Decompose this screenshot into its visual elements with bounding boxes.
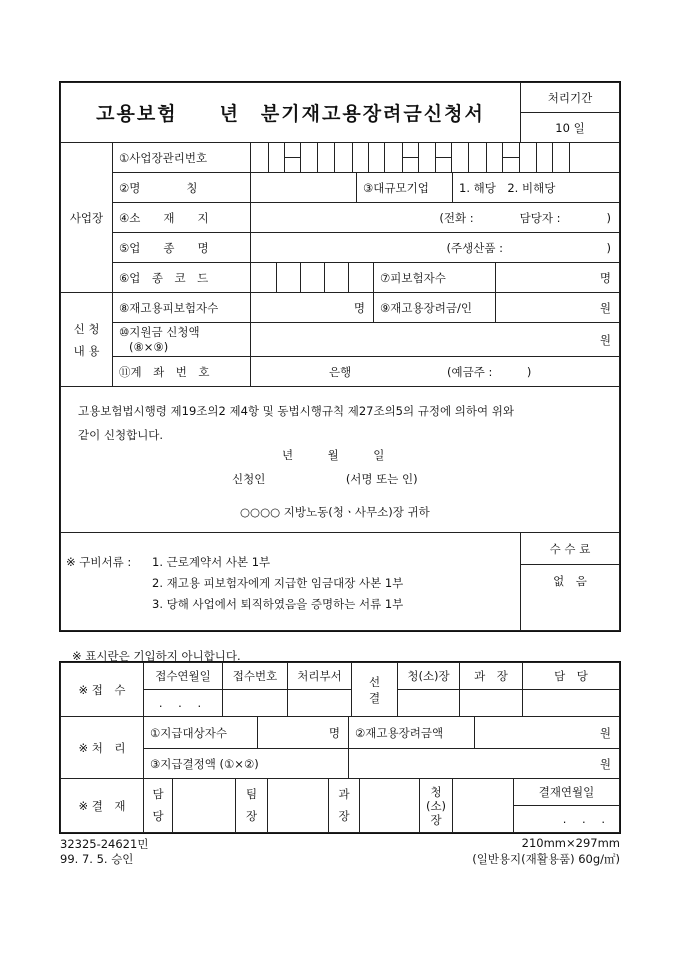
- period-value: 10 일: [520, 112, 620, 143]
- section-head-label: 과 장: [459, 662, 523, 690]
- industry-code-input[interactable]: [250, 262, 374, 293]
- receipt-date-input[interactable]: . . .: [143, 689, 223, 717]
- receipt-no-input[interactable]: [222, 689, 288, 717]
- dept-label: 처리부서: [287, 662, 352, 690]
- requested-amount-input[interactable]: 원: [250, 322, 620, 357]
- approval-chief-sign[interactable]: [452, 778, 514, 833]
- digit-box-divider: [418, 142, 419, 173]
- fee-value: 없 음: [520, 564, 620, 597]
- requested-amount-title: ⑩지원금 신청액: [119, 324, 200, 339]
- label-subsidy-per-person: ⑨재고용장려금/인: [373, 292, 496, 323]
- label-location: ④소 재 지: [112, 202, 251, 233]
- fee-blank: [520, 596, 620, 631]
- approval-date-input[interactable]: . . .: [513, 805, 620, 833]
- requested-amount-formula: (⑧×⑨): [129, 339, 169, 354]
- hyphen-mark: [435, 157, 451, 158]
- reemployed-count-input[interactable]: 명: [250, 292, 374, 323]
- digit-box-divider: [352, 142, 353, 173]
- approval-label: ※ 결 재: [60, 778, 144, 833]
- label-name: ②명 칭: [112, 172, 251, 203]
- approval-staff-sign[interactable]: [172, 778, 236, 833]
- hyphen-mark: [284, 157, 300, 158]
- payee-count-input[interactable]: 명: [257, 716, 349, 749]
- section-business: 사업장: [60, 142, 113, 293]
- receipt-date-label: 접수연월일: [143, 662, 223, 690]
- fee-label: 수 수 료: [520, 532, 620, 565]
- office-note: ※ 표시란은 기입하지 아니합니다.: [72, 649, 241, 663]
- chief-label: 청(소)장: [397, 662, 460, 690]
- declaration-line1: 고용보험법시행령 제19조의2 제4항 및 동법시행규칙 제27조의5의 규정에 의하여 위와: [78, 404, 514, 418]
- label-large-company: ③대규모기업: [356, 172, 453, 203]
- pre-approval-label: 선 결: [351, 662, 398, 717]
- receipt-label: ※ 접 수: [60, 662, 144, 717]
- document-item: 2. 재고용 피보험자에게 지급한 임금대장 사본 1부: [152, 576, 404, 590]
- section-application: 신 청 내 용: [60, 292, 113, 387]
- form-title: 고용보험 년 분기재고용장려금신청서: [60, 82, 521, 143]
- period-label: 처리기간: [520, 82, 620, 113]
- account-input[interactable]: [250, 356, 620, 387]
- approval-date-label: 결재연월일: [513, 778, 620, 806]
- label-account-no: ⑪계 좌 번 호: [112, 356, 251, 387]
- approval-staff-label: 담 당: [143, 778, 173, 833]
- digit-box-divider: [468, 142, 469, 173]
- insured-count-input[interactable]: 명: [495, 262, 620, 293]
- subsidy-per-person-input[interactable]: 원: [495, 292, 620, 323]
- decided-amount-input[interactable]: 원: [348, 748, 620, 779]
- digit-box-divider: [317, 142, 318, 173]
- location-input[interactable]: (전화 : 담당자 : ): [250, 202, 620, 233]
- digit-box-divider: [569, 142, 570, 173]
- large-company-choice[interactable]: 1. 해당 2. 비해당: [452, 172, 620, 203]
- label-industry: ⑤업 종 명: [112, 232, 251, 263]
- hyphen-mark: [502, 157, 519, 158]
- hyphen-mark: [402, 157, 418, 158]
- applicant-signature: 신청인 (서명 또는 인): [232, 472, 418, 486]
- receipt-no-label: 접수번호: [222, 662, 288, 690]
- digit-box-divider: [334, 142, 335, 173]
- digit-box-divider: [300, 262, 301, 293]
- approval-section-sign[interactable]: [359, 778, 420, 833]
- label-industry-code: ⑥업 종 코 드: [112, 262, 251, 293]
- digit-box-divider: [268, 142, 269, 173]
- approval-team-sign[interactable]: [267, 778, 329, 833]
- staff-sign[interactable]: [522, 689, 620, 717]
- label-decided-amount: ③지급결정액 (①×②): [143, 748, 349, 779]
- digit-box-divider: [324, 262, 325, 293]
- bank-label: 은행: [329, 364, 352, 379]
- label-insured-count: ⑦피보험자수: [373, 262, 496, 293]
- staff-label: 담 당: [522, 662, 620, 690]
- declaration-line2: 같이 신청합니다.: [78, 428, 164, 442]
- paper-type: (일반용지(재활용품) 60g/㎡): [472, 852, 620, 866]
- reemploy-amount-input[interactable]: 원: [474, 716, 620, 749]
- approval-chief-label: 청 (소) 장: [419, 778, 453, 833]
- label-business-no: ①사업장관리번호: [112, 142, 251, 173]
- approval-date: 99. 7. 5. 승인: [60, 852, 134, 866]
- label-payee-count: ①지급대상자수: [143, 716, 258, 749]
- documents-label: ※ 구비서류 :: [66, 555, 132, 569]
- process-label: ※ 처 리: [60, 716, 144, 779]
- document-item: 3. 당해 사업에서 퇴직하였음을 증명하는 서류 1부: [152, 597, 404, 611]
- industry-input[interactable]: (주생산품 : ): [250, 232, 620, 263]
- digit-box-divider: [486, 142, 487, 173]
- approval-team-label: 팀 장: [235, 778, 268, 833]
- label-reemployed-count: ⑧재고용피보험자수: [112, 292, 251, 323]
- digit-box-divider: [536, 142, 537, 173]
- section-head-sign[interactable]: [459, 689, 523, 717]
- digit-box-divider: [519, 142, 520, 173]
- label-requested-amount: [112, 322, 251, 357]
- chief-sign[interactable]: [397, 689, 460, 717]
- digit-box-divider: [300, 142, 301, 173]
- approval-section-label: 과 장: [328, 778, 360, 833]
- digit-box-divider: [451, 142, 452, 173]
- document-item: 1. 근로계약서 사본 1부: [152, 555, 271, 569]
- dept-input[interactable]: [287, 689, 352, 717]
- declaration-date: 년 월 일: [282, 448, 385, 462]
- digit-box-divider: [552, 142, 553, 173]
- addressee: ○○○○ 지방노동(청ㆍ사무소)장 귀하: [240, 505, 430, 519]
- label-reemploy-amount: ②재고용장려금액: [348, 716, 475, 749]
- digit-box-divider: [276, 262, 277, 293]
- form-code: 32325-24621민: [60, 837, 149, 851]
- digit-box-divider: [368, 142, 369, 173]
- digit-box-divider: [384, 142, 385, 173]
- digit-box-divider: [348, 262, 349, 293]
- paper-size: 210mm×297mm: [521, 836, 620, 850]
- account-holder: (예금주 : ): [447, 364, 532, 379]
- name-input[interactable]: [250, 172, 357, 203]
